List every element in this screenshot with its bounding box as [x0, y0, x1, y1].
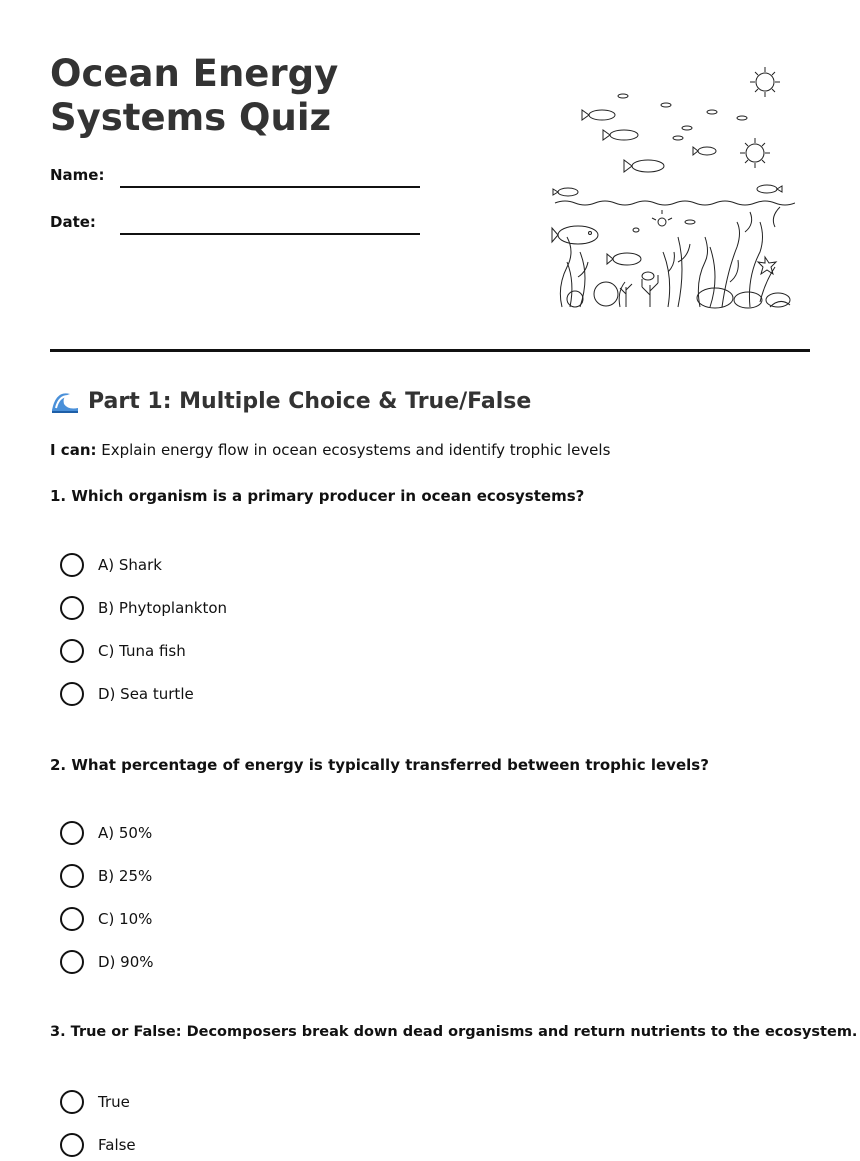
learning-target [50, 441, 610, 459]
question-2: 2. What percentage of energy is typically transferred between trophic levels? [50, 756, 709, 774]
answer-option[interactable] [60, 1089, 130, 1115]
option-label: False [98, 1136, 136, 1154]
answer-option[interactable] [60, 552, 162, 578]
header-divider [50, 349, 810, 352]
name-label: Name: [50, 166, 105, 184]
answer-option[interactable] [60, 681, 194, 707]
page-title: Ocean Energy Systems Quiz [50, 52, 339, 139]
question-1: 1. Which organism is a primary producer in ocean ecosystems? [50, 487, 585, 505]
radio-button[interactable] [60, 553, 84, 577]
radio-button[interactable] [60, 950, 84, 974]
radio-button[interactable] [60, 1133, 84, 1157]
option-label: C) 10% [98, 910, 153, 928]
radio-button[interactable] [60, 907, 84, 931]
option-label: True [98, 1093, 130, 1111]
name-field [50, 166, 420, 196]
option-label: A) Shark [98, 556, 162, 574]
ocean-scene-illustration [550, 62, 795, 314]
answer-option[interactable] [60, 638, 186, 664]
radio-button[interactable] [60, 639, 84, 663]
radio-button[interactable] [60, 682, 84, 706]
answer-option[interactable] [60, 906, 152, 932]
radio-button[interactable] [60, 821, 84, 845]
wave-icon [50, 388, 80, 414]
sun-icon [750, 67, 780, 97]
question-3: 3. True or False: Decomposers break down dead organisms and return nutrients to the ecosystem. [50, 1024, 858, 1040]
date-label: Date: [50, 213, 96, 231]
coral-reef-icon [560, 207, 790, 308]
radio-button[interactable] [60, 864, 84, 888]
option-label: D) 90% [98, 953, 154, 971]
option-label: B) 25% [98, 867, 153, 885]
option-label: A) 50% [98, 824, 153, 842]
sun-icon [740, 138, 770, 168]
section-heading [50, 388, 531, 414]
section-heading-text: Part 1: Multiple Choice & True/False [88, 388, 532, 414]
answer-option[interactable] [60, 863, 152, 889]
option-label: C) Tuna fish [98, 642, 186, 660]
date-line[interactable] [120, 233, 420, 235]
reef-fish-icon [552, 220, 695, 280]
option-label: B) Phytoplankton [98, 599, 228, 617]
ican-label: I can: [50, 441, 97, 459]
answer-option[interactable] [60, 1132, 136, 1158]
option-label: D) Sea turtle [98, 685, 194, 703]
answer-option[interactable] [60, 949, 154, 975]
radio-button[interactable] [60, 1090, 84, 1114]
name-line[interactable] [120, 186, 420, 188]
answer-option[interactable] [60, 820, 152, 846]
answer-option[interactable] [60, 595, 227, 621]
ican-text: Explain energy flow in ocean ecosystems and identify trophic levels [96, 441, 611, 459]
water-line [555, 201, 795, 205]
date-field [50, 213, 420, 243]
radio-button[interactable] [60, 596, 84, 620]
